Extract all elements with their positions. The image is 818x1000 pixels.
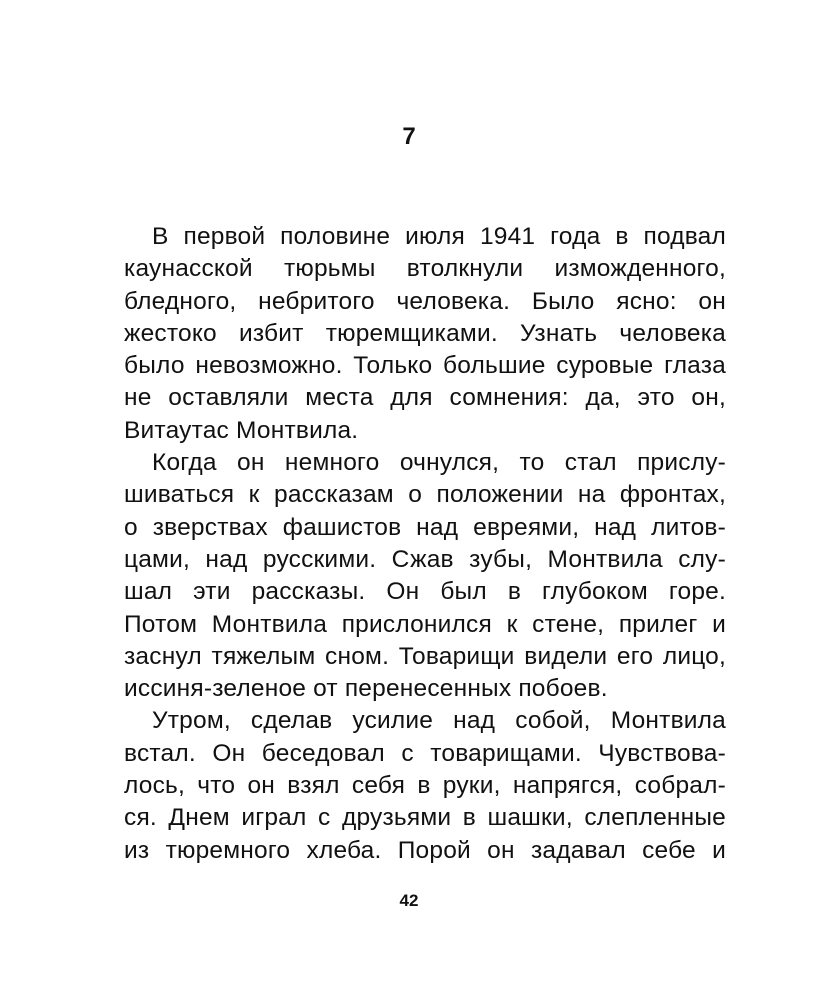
- text-line: цами, над русскими. Сжав зубы, Монтвила слу-: [124, 545, 726, 573]
- text-line: жестоко избит тюремщиками. Узнать человека: [124, 319, 726, 347]
- text-line: из тюремного хлеба. Порой он задавал себе и: [124, 836, 726, 864]
- text-line: лось, что он взял себя в руки, напрягся, собрал-: [124, 772, 726, 800]
- text-line: бледного, небритого человека. Было ясно: он: [124, 287, 726, 315]
- paragraph-2: [124, 447, 726, 705]
- text-line: было невозможно. Только большие суровые глаза: [124, 352, 726, 380]
- text-line: Витаутас Монтвила.: [124, 416, 359, 444]
- text-line: не оставляли места для сомнения: да, это он,: [124, 384, 726, 412]
- text-line: ся. Днем играл с друзьями в шашки, слепленные: [124, 804, 726, 832]
- text-line: Утром, сделав усилие над собой, Монтвила: [152, 707, 726, 735]
- text-line: шал эти рассказы. Он был в глубоком горе.: [124, 578, 726, 606]
- text-line: встал. Он беседовал с товарищами. Чувствова-: [124, 739, 726, 767]
- body-text: [124, 221, 726, 867]
- text-line: Когда он немного очнулся, то стал прислу-: [152, 449, 726, 477]
- text-line: В первой половине июля 1941 года в подвал: [152, 223, 726, 250]
- text-line: заснул тяжелым сном. Товарищи видели его лицо,: [124, 642, 726, 670]
- chapter-number: 7: [402, 123, 416, 150]
- text-line: каунасской тюрьмы втолкнули изможденного,: [124, 255, 726, 283]
- text-line: о зверствах фашистов над евреями, над литов-: [124, 513, 726, 541]
- paragraph-1: [124, 221, 726, 447]
- paragraph-3: [124, 705, 726, 866]
- text-line: иссиня-зеленое от перенесенных побоев.: [124, 675, 608, 703]
- text-line: Потом Монтвила прислонился к стене, прилег и: [124, 610, 726, 638]
- page-number: 42: [399, 891, 419, 910]
- text-line: шиваться к рассказам о положении на фронтах,: [124, 481, 726, 509]
